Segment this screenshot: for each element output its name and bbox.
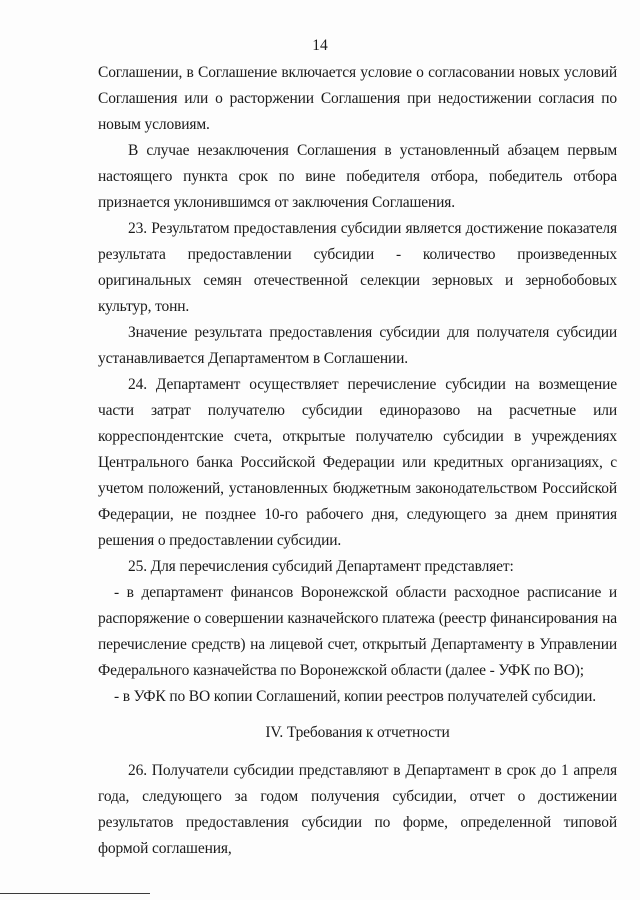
- paragraph-item-26: 26. Получатели субсидии представляют в Департамент в срок до 1 апреля года, следующего за годом получения субсидии, отчет о достижении результатов предоставления субсидии по форме, определенной типовой формой соглашения,: [98, 762, 617, 857]
- list-item-ufk: - в УФК по ВО копии Соглашений, копии реестров получателей субсидии.: [114, 688, 596, 705]
- paragraph-item-25: 25. Для перечисления субсидий Департамент представляет:: [128, 558, 514, 575]
- paragraph-item-23: 23. Результатом предоставления субсидии является достижение показателя результата предоставлении субсидии - количество произведенных оригинальных семян отечественной селекции зерновых и зернобобовых культур, тонн.: [98, 220, 617, 315]
- paragraph-continuation: Соглашении, в Соглашение включается условие о согласовании новых условий Соглашения или о расторжении Соглашения при недостижении согласия по новым условиям.: [98, 64, 617, 133]
- list-item-finance-department: - в департамент финансов Воронежской области расходное расписание и распоряжение о совершении казначейского платежа (реестр финансирования на перечисление средств) на лицевой счет, открытый Департаменту в Управлении Федерального казначейства по Воронежской области (далее - УФК по ВО);: [98, 584, 617, 679]
- page-number: 14: [312, 37, 328, 54]
- document-body: [98, 60, 617, 862]
- paragraph-non-conclusion: В случае незаключения Соглашения в установленный абзацем первым настоящего пункта срок по вине победителя отбора, победитель отбора признается уклонившимся от заключения Соглашения.: [98, 142, 617, 211]
- footnote-separator-line: [0, 893, 150, 894]
- paragraph-result-value: Значение результата предоставления субсидии для получателя субсидии устанавливается Департаментом в Соглашении.: [98, 324, 617, 367]
- paragraph-item-24: 24. Департамент осуществляет перечисление субсидии на возмещение части затрат получателю субсидии единоразово на расчетные или корреспондентские счета, открытые получателю субсидии в учреждениях Центрального банка Российской Федерации или кредитных организациях, с учетом положений, установленных бюджетным законодательством Российской Федерации, не позднее 10-го рабочего дня, следующего за днем принятия решения о предоставлении субсидии.: [98, 376, 617, 549]
- section-heading: IV. Требования к отчетности: [265, 724, 450, 741]
